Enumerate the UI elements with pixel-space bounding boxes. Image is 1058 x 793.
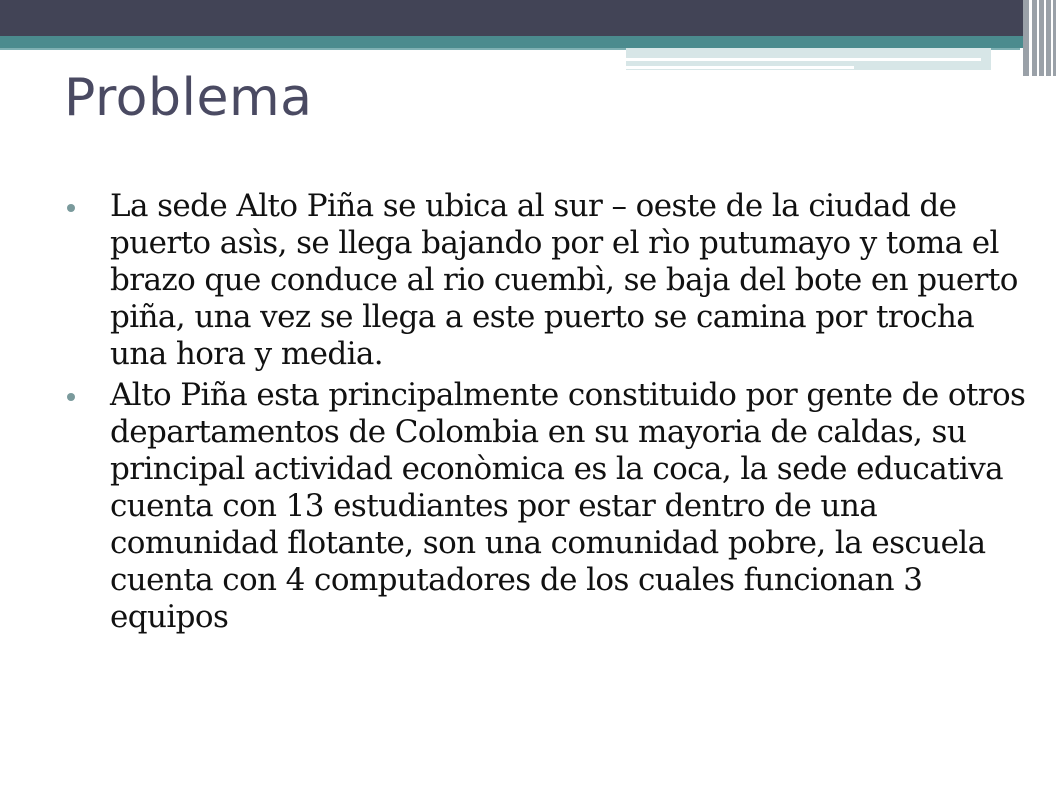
bullet-item (67, 377, 1027, 636)
stripe (1029, 0, 1032, 76)
bullet-text: La sede Alto Piña se ubica al sur – oeste de la ciudad de puerto asìs, se llega bajando por el rìo putumayo y toma el brazo que conduce al rio cuembì, se baja del bote en puerto piña, una vez se llega a este puerto se camina por trocha una hora y media. (110, 188, 1018, 372)
bullet-item (67, 188, 1027, 373)
header-accent-line (626, 58, 981, 61)
bullet-dot-icon (67, 204, 75, 212)
header-teal-band (0, 36, 1058, 48)
header-dark-band (0, 0, 1058, 36)
slide-title: Problema (64, 68, 313, 128)
stripe (1044, 0, 1046, 76)
bullet-text: Alto Piña esta principalmente constituido por gente de otros departamentos de Colombia en su mayoria de caldas, su principal actividad econòmica es la coca, la sede educativa cuenta con 13 estudiantes por estar dentro de una comunidad flotante, son una comunidad pobre, la escuela cuenta con 4 computadores de los cuales funcionan 3 equipos (110, 377, 1026, 635)
header-stripes-decoration (1023, 0, 1058, 76)
bullet-dot-icon (67, 393, 75, 401)
stripe (1037, 0, 1039, 76)
bullet-list (67, 188, 1027, 640)
header-accent-line (626, 66, 854, 69)
stripe (1051, 0, 1053, 76)
